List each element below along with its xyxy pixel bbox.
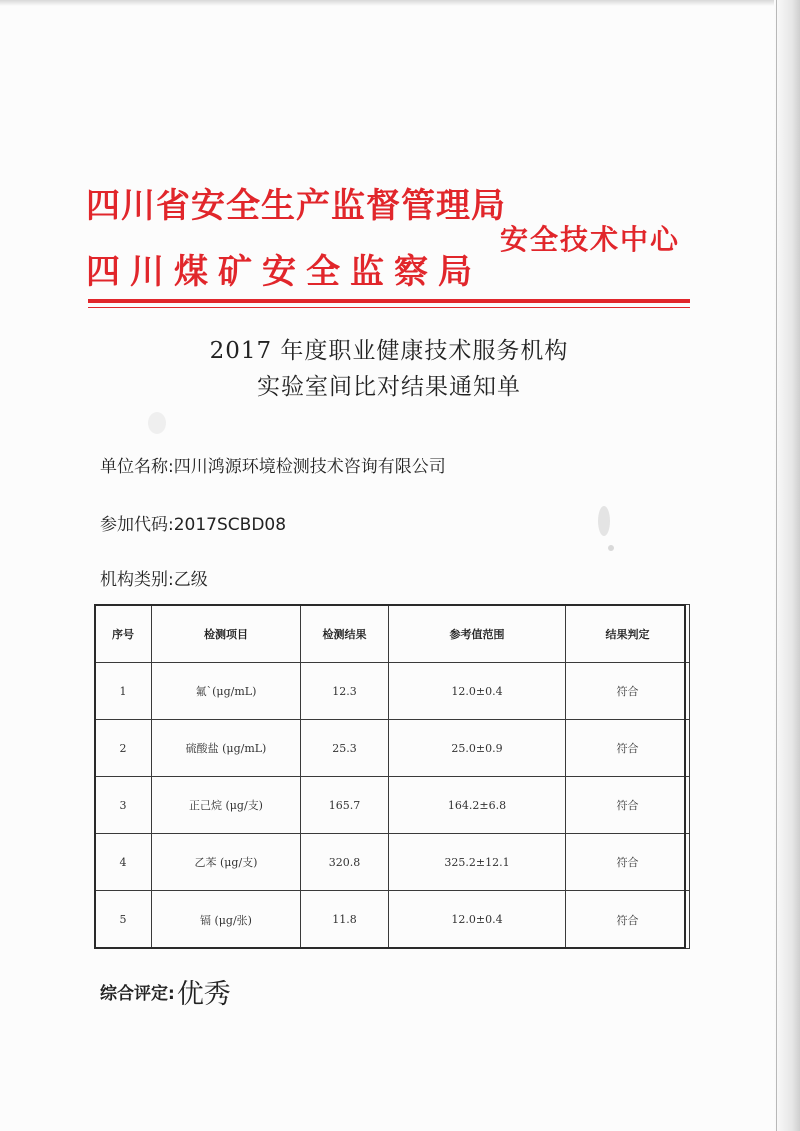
company-value: 四川鸿源环境检测技术咨询有限公司 [173,457,446,477]
code-value: 2017SCBD08 [173,515,287,535]
header-index: 序号 [95,605,152,663]
letterhead-rule-thick [88,299,690,303]
header-item: 检测项目 [152,605,301,663]
scan-edge-top [0,0,800,6]
scan-speck [148,412,166,434]
cell-item: 硫酸盐 (μg/mL) [152,720,301,777]
cell-result: 320.8 [301,834,389,891]
cell-item: 乙苯 (μg/支) [152,834,301,891]
cell-reference: 12.0±0.4 [389,663,566,720]
header-result: 检测结果 [301,605,389,663]
table-header-row [95,605,690,663]
cell-result: 12.3 [301,663,389,720]
code-label: 参加代码: [100,515,174,535]
type-label: 机构类别: [100,570,174,590]
code-line [100,510,286,535]
cell-judgement: 符合 [566,720,690,777]
cell-judgement: 符合 [566,834,690,891]
cell-item: 氟`(μg/mL) [152,663,301,720]
cell-reference: 12.0±0.4 [389,891,566,949]
table-row [95,720,690,777]
letterhead-rule-thin [88,307,690,308]
results-table [94,604,690,949]
type-value: 乙级 [173,570,208,590]
scan-edge-line [776,0,777,1131]
header-judgement: 结果判定 [566,605,690,663]
overall-value: 优秀 [176,979,231,1010]
cell-reference: 325.2±12.1 [389,834,566,891]
cell-result: 25.3 [301,720,389,777]
cell-index: 5 [95,891,152,949]
cell-result: 165.7 [301,777,389,834]
scan-speck [608,545,614,551]
cell-item: 正己烷 (μg/支) [152,777,301,834]
document-title-line-1: 2017 年度职业健康技术服务机构 [209,338,569,364]
type-line [100,565,208,590]
overall-label: 综合评定: [100,984,175,1004]
cell-reference: 164.2±6.8 [389,777,566,834]
company-label: 单位名称: [100,457,174,477]
cell-reference: 25.0±0.9 [389,720,566,777]
cell-item: 镉 (μg/张) [152,891,301,949]
cell-judgement: 符合 [566,663,690,720]
table-row [95,777,690,834]
table-row [95,834,690,891]
table-row [95,891,690,949]
cell-index: 4 [95,834,152,891]
cell-index: 3 [95,777,152,834]
letterhead-org-2: 四川煤矿安全监察局 [86,252,482,292]
scan-edge-right [774,0,800,1131]
scan-speck [598,506,610,536]
cell-index: 2 [95,720,152,777]
document-title-line-2: 实验室间比对结果通知单 [257,374,521,400]
header-reference: 参考值范围 [389,605,566,663]
cell-index: 1 [95,663,152,720]
letterhead-center: 安全技术中心 [500,223,681,256]
cell-result: 11.8 [301,891,389,949]
overall-evaluation [100,972,231,1011]
cell-judgement: 符合 [566,777,690,834]
letterhead-org-1: 四川省安全生产监督管理局 [86,186,506,226]
company-line [100,452,446,477]
table-row [95,663,690,720]
cell-judgement: 符合 [566,891,690,949]
